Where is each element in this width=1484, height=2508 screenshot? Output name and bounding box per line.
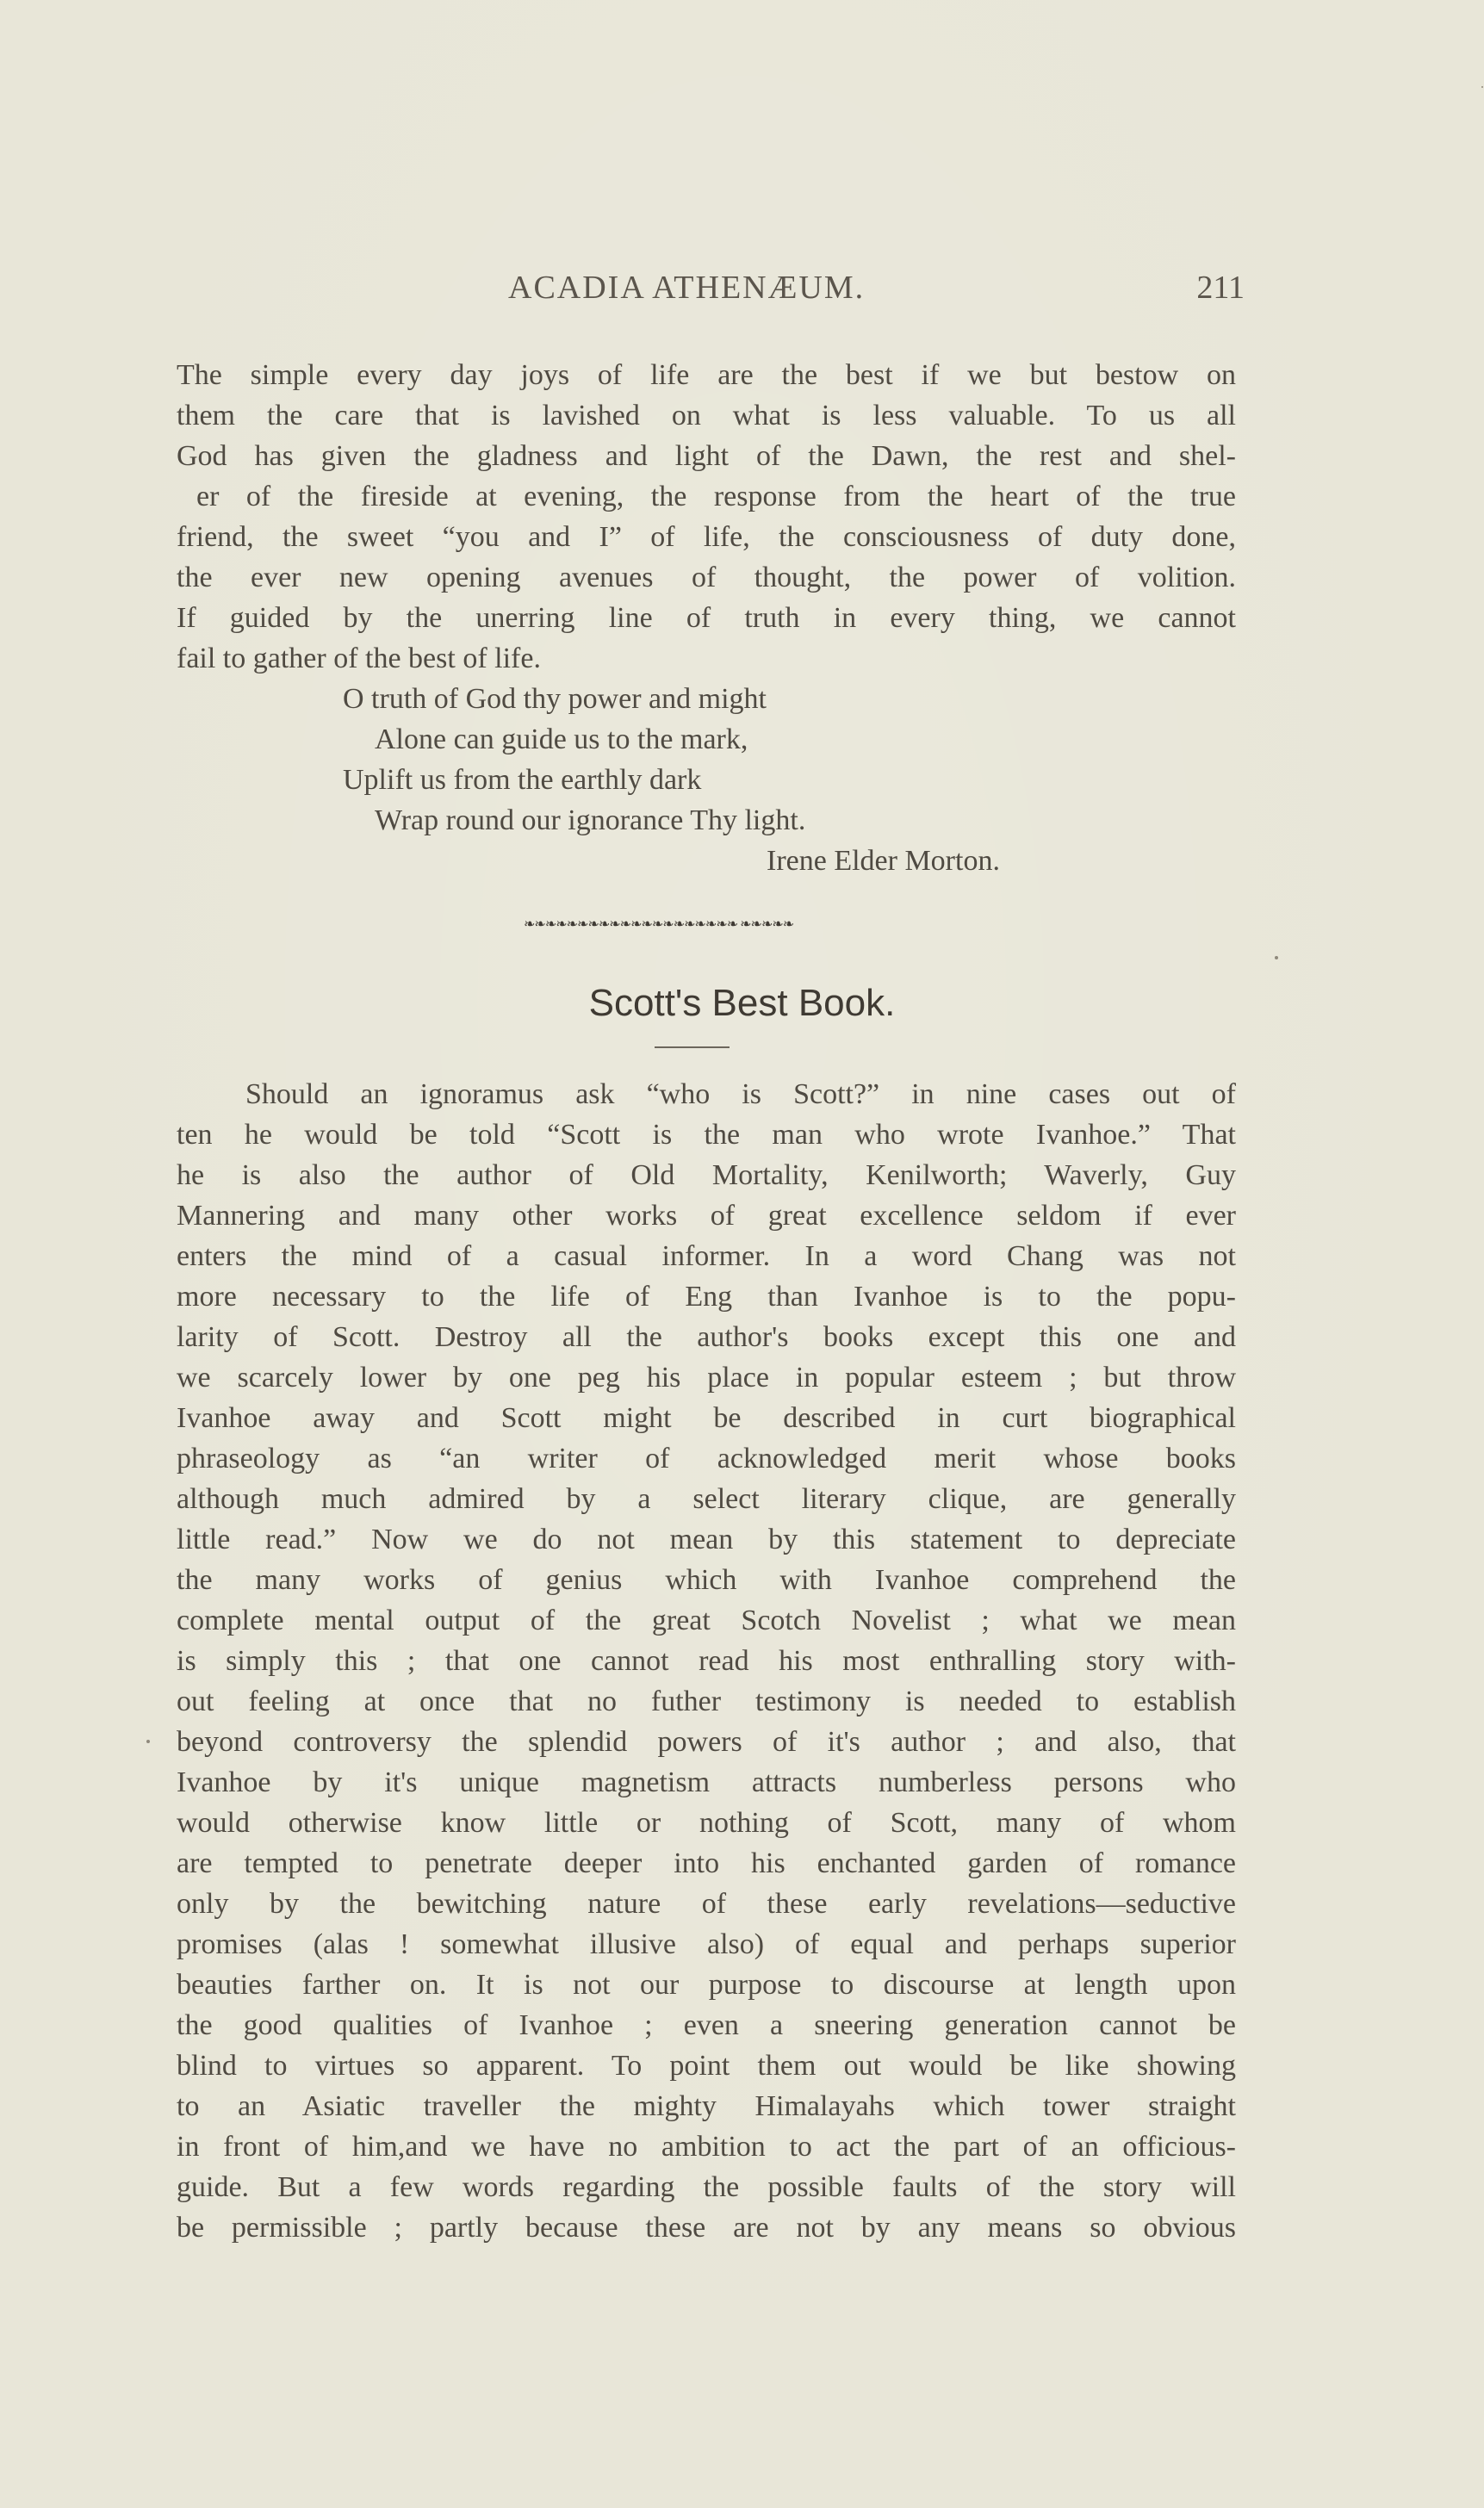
paragraph-line: friend, the sweet “you and I” of life, the consciousness of duty done, xyxy=(177,521,1236,553)
paragraph-line: er of the fireside at evening, the response from the heart of the true xyxy=(196,481,1236,512)
article-line: only by the bewitching nature of these early revelations—seductive xyxy=(177,1888,1236,1920)
paper-speck xyxy=(1275,956,1278,959)
article-line: we scarcely lower by one peg his place in popular esteem ; but throw xyxy=(177,1362,1236,1394)
verse-line: Uplift us from the earthly dark xyxy=(343,764,702,796)
article-line: complete mental output of the great Scotch Novelist ; what we mean xyxy=(177,1605,1236,1636)
article-line: beyond controversy the splendid powers of it's author ; and also, that xyxy=(177,1726,1236,1758)
page-number: 211 xyxy=(1196,270,1245,306)
article-line: although much admired by a select literary clique, are generally xyxy=(177,1483,1236,1515)
paragraph-line: fail to gather of the best of life. xyxy=(177,643,541,674)
author-signature: Irene Elder Morton. xyxy=(767,845,1000,877)
article-line: ten he would be told “Scott is the man who wrote Ivanhoe.” That xyxy=(177,1119,1236,1151)
article-title: Scott's Best Book. xyxy=(588,982,896,1024)
running-title: ACADIA ATHENÆUM. xyxy=(508,270,866,306)
heading-rule xyxy=(655,1046,730,1048)
article-line: little read.” Now we do not mean by this statement to depreciate xyxy=(177,1524,1236,1555)
article-line: the many works of genius which with Ivanhoe comprehend the xyxy=(177,1564,1236,1596)
article-line: phraseology as “an writer of acknowledged merit whose books xyxy=(177,1443,1236,1474)
article-line: to an Asiatic traveller the mighty Himalayahs which tower straight xyxy=(177,2090,1236,2122)
article-line: blind to virtues so apparent. To point them out would be like showing xyxy=(177,2050,1236,2082)
article-line: more necessary to the life of Eng than Ivanhoe is to the popu- xyxy=(177,1281,1236,1313)
article-line: be permissible ; partly because these are not by any means so obvious xyxy=(177,2212,1236,2244)
verse-line: Alone can guide us to the mark, xyxy=(375,723,748,755)
running-head xyxy=(177,269,1245,312)
paper-speck xyxy=(146,1740,150,1743)
article-line: out feeling at once that no futher testimony is needed to establish xyxy=(177,1685,1236,1717)
article-line: promises (alas ! somewhat illusive also) of equal and perhaps superior xyxy=(177,1928,1236,1960)
article-line: beauties farther on. It is not our purpose to discourse at length upon xyxy=(177,1969,1236,2001)
paragraph-line: them the care that is lavished on what is less valuable. To us all xyxy=(177,400,1236,431)
article-line: Mannering and many other works of great excellence seldom if ever xyxy=(177,1200,1236,1232)
article-line: the good qualities of Ivanhoe ; even a sneering generation cannot be xyxy=(177,2009,1236,2041)
paragraph-line: the ever new opening avenues of thought, the power of volition. xyxy=(177,562,1236,593)
verse-line: O truth of God thy power and might xyxy=(343,683,767,715)
paragraph-line: The simple every day joys of life are the best if we but bestow on xyxy=(177,359,1236,391)
article-line: Ivanhoe away and Scott might be described in curt biographical xyxy=(177,1402,1236,1434)
verse-line: Wrap round our ignorance Thy light. xyxy=(375,804,806,836)
article-line: guide. But a few words regarding the possible faults of the story will xyxy=(177,2171,1236,2203)
article-line: would otherwise know little or nothing of Scott, many of whom xyxy=(177,1807,1236,1839)
paragraph-line: God has given the gladness and light of the Dawn, the rest and shel- xyxy=(177,440,1236,472)
article-line: are tempted to penetrate deeper into his enchanted garden of romance xyxy=(177,1847,1236,1879)
article-line: larity of Scott. Destroy all the author's books except this one and xyxy=(177,1321,1236,1353)
article-line: Ivanhoe by it's unique magnetism attracts numberless persons who xyxy=(177,1766,1236,1798)
article-line: in front of him,and we have no ambition to act the part of an officious- xyxy=(177,2131,1236,2163)
article-line: he is also the author of Old Mortality, Kenilworth; Waverly, Guy xyxy=(177,1159,1236,1191)
article-line: is simply this ; that one cannot read his most enthralling story with- xyxy=(177,1645,1236,1677)
paper-speck xyxy=(1481,86,1483,88)
ornamental-divider: ❧❧❧❧❧❧❧❧❧❧❧❧❧❧❧❧❧❧❧❧ ❧❧❧❧❧ xyxy=(524,917,794,932)
article-line: enters the mind of a casual informer. In a word Chang was not xyxy=(177,1240,1236,1272)
paragraph-line: If guided by the unerring line of truth in every thing, we cannot xyxy=(177,602,1236,634)
article-line: Should an ignoramus ask “who is Scott?” in nine cases out of xyxy=(245,1078,1236,1110)
